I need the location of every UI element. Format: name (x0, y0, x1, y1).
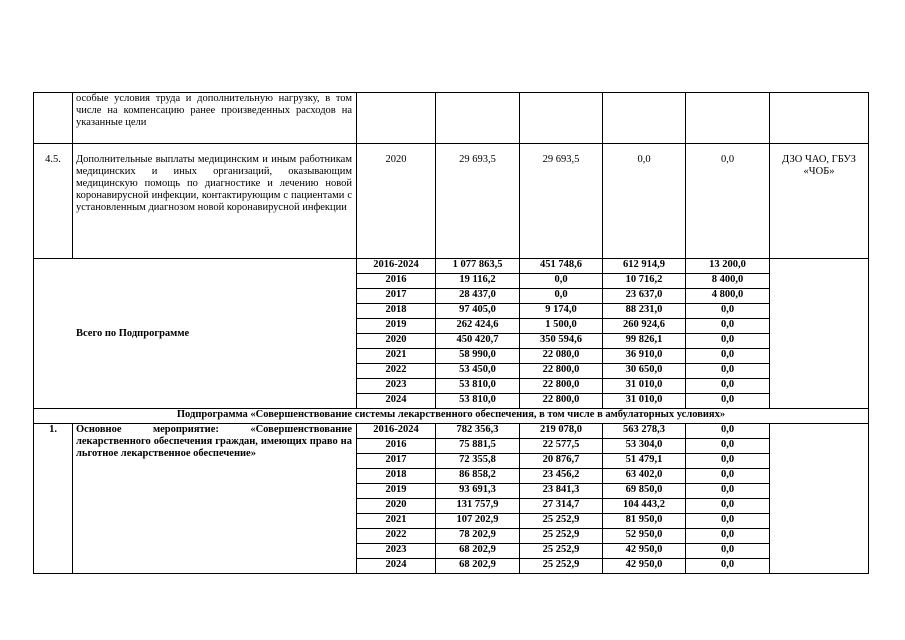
row-regional-budget: 81 950,0 (603, 514, 686, 529)
row-municipal-budget: 0,0 (686, 334, 770, 349)
table-row (34, 259, 869, 274)
row-municipal-budget: 0,0 (686, 144, 770, 259)
row-federal-budget: 23 456,2 (520, 469, 603, 484)
row-year: 2024 (357, 394, 436, 409)
row-regional-budget: 52 950,0 (603, 529, 686, 544)
row-regional-budget: 0,0 (603, 144, 686, 259)
table-row (34, 424, 869, 439)
row-year: 2023 (357, 379, 436, 394)
row-regional-budget: 42 950,0 (603, 559, 686, 574)
row-total: 68 202,9 (436, 559, 520, 574)
row-municipal-budget: 0,0 (686, 424, 770, 439)
row-year: 2016 (357, 439, 436, 454)
row-year: 2019 (357, 319, 436, 334)
row-federal-budget: 9 174,0 (520, 304, 603, 319)
row-federal-budget: 1 500,0 (520, 319, 603, 334)
row-municipal-budget: 0,0 (686, 559, 770, 574)
row-executor (770, 424, 869, 574)
row-total: 58 990,0 (436, 349, 520, 364)
row-federal-budget: 451 748,6 (520, 259, 603, 274)
table-body (34, 93, 869, 574)
row-total: 107 202,9 (436, 514, 520, 529)
row-year: 2016-2024 (357, 259, 436, 274)
row-regional-budget: 36 910,0 (603, 349, 686, 364)
row-total: 131 757,9 (436, 499, 520, 514)
row-total: 93 691,3 (436, 484, 520, 499)
row-regional-budget (603, 93, 686, 144)
row-federal-budget: 22 800,0 (520, 364, 603, 379)
row-federal-budget: 22 577,5 (520, 439, 603, 454)
row-total: 86 858,2 (436, 469, 520, 484)
row-federal-budget: 29 693,5 (520, 144, 603, 259)
row-description: особые условия труда и дополнительную нагрузку, в том числе на компенсацию ранее произведенных расходов на указанные цели (73, 93, 357, 144)
row-municipal-budget (686, 93, 770, 144)
row-year: 2016 (357, 274, 436, 289)
row-total: 450 420,7 (436, 334, 520, 349)
row-year: 2021 (357, 349, 436, 364)
row-total: 72 355,8 (436, 454, 520, 469)
row-number (34, 93, 73, 144)
table-row (34, 144, 869, 259)
row-total: 28 437,0 (436, 289, 520, 304)
row-regional-budget: 42 950,0 (603, 544, 686, 559)
row-year: 2017 (357, 289, 436, 304)
row-number: 4.5. (34, 144, 73, 259)
row-regional-budget: 23 637,0 (603, 289, 686, 304)
row-regional-budget: 31 010,0 (603, 379, 686, 394)
subprogram-total-label: Всего по Подпрограмме (34, 259, 357, 409)
section-header-row (34, 409, 869, 424)
row-total: 53 810,0 (436, 379, 520, 394)
row-year: 2017 (357, 454, 436, 469)
row-municipal-budget: 0,0 (686, 364, 770, 379)
row-total: 78 202,9 (436, 529, 520, 544)
row-regional-budget: 53 304,0 (603, 439, 686, 454)
row-regional-budget: 30 650,0 (603, 364, 686, 379)
row-regional-budget: 69 850,0 (603, 484, 686, 499)
row-total: 1 077 863,5 (436, 259, 520, 274)
row-executor: ДЗО ЧАО, ГБУЗ «ЧОБ» (770, 144, 869, 259)
row-number: 1. (34, 424, 73, 574)
row-total: 53 810,0 (436, 394, 520, 409)
row-municipal-budget: 0,0 (686, 454, 770, 469)
row-year: 2018 (357, 304, 436, 319)
row-total: 68 202,9 (436, 544, 520, 559)
row-regional-budget: 63 402,0 (603, 469, 686, 484)
row-federal-budget: 22 800,0 (520, 394, 603, 409)
row-year: 2016-2024 (357, 424, 436, 439)
row-regional-budget: 88 231,0 (603, 304, 686, 319)
table-row (34, 93, 869, 144)
row-municipal-budget: 0,0 (686, 394, 770, 409)
row-municipal-budget: 0,0 (686, 379, 770, 394)
row-federal-budget: 25 252,9 (520, 529, 603, 544)
row-federal-budget: 25 252,9 (520, 514, 603, 529)
row-municipal-budget: 0,0 (686, 529, 770, 544)
row-federal-budget: 22 080,0 (520, 349, 603, 364)
row-regional-budget: 260 924,6 (603, 319, 686, 334)
row-total: 97 405,0 (436, 304, 520, 319)
row-federal-budget: 27 314,7 (520, 499, 603, 514)
row-municipal-budget: 0,0 (686, 469, 770, 484)
row-regional-budget: 99 826,1 (603, 334, 686, 349)
section-title: Подпрограмма «Совершенствование системы лекарственного обеспечения, в том числе в амбулаторных условиях» (34, 409, 869, 424)
row-executor (770, 93, 869, 144)
row-total: 262 424,6 (436, 319, 520, 334)
row-municipal-budget: 0,0 (686, 499, 770, 514)
row-municipal-budget: 0,0 (686, 544, 770, 559)
row-year: 2021 (357, 514, 436, 529)
row-municipal-budget: 8 400,0 (686, 274, 770, 289)
row-total: 53 450,0 (436, 364, 520, 379)
row-regional-budget: 31 010,0 (603, 394, 686, 409)
row-year: 2019 (357, 484, 436, 499)
row-federal-budget: 0,0 (520, 289, 603, 304)
row-year: 2018 (357, 469, 436, 484)
row-total: 19 116,2 (436, 274, 520, 289)
row-year: 2024 (357, 559, 436, 574)
row-total: 29 693,5 (436, 144, 520, 259)
row-federal-budget: 23 841,3 (520, 484, 603, 499)
row-year: 2022 (357, 529, 436, 544)
row-federal-budget: 0,0 (520, 274, 603, 289)
row-year: 2020 (357, 144, 436, 259)
row-federal-budget: 22 800,0 (520, 379, 603, 394)
row-federal-budget: 350 594,6 (520, 334, 603, 349)
row-description: Дополнительные выплаты медицинским и иным работникам медицинских и иных организаций, оказывающим медицинскую помощь по диагностике и лечению новой коронавирусной инфекции, контактирующим с пациентами с установленным диагнозом новой коронавирусной инфекции (73, 144, 357, 259)
row-federal-budget: 25 252,9 (520, 559, 603, 574)
row-total (436, 93, 520, 144)
row-regional-budget: 563 278,3 (603, 424, 686, 439)
row-description: Основное мероприятие: «Совершенствование лекарственного обеспечения граждан, имеющих право на льготное лекарственное обеспечение» (73, 424, 357, 574)
row-municipal-budget: 0,0 (686, 304, 770, 319)
row-regional-budget: 10 716,2 (603, 274, 686, 289)
row-federal-budget: 25 252,9 (520, 544, 603, 559)
row-regional-budget: 104 443,2 (603, 499, 686, 514)
row-municipal-budget: 0,0 (686, 319, 770, 334)
row-year: 2022 (357, 364, 436, 379)
row-total: 782 356,3 (436, 424, 520, 439)
row-municipal-budget: 13 200,0 (686, 259, 770, 274)
program-finance-table (33, 92, 869, 574)
row-year (357, 93, 436, 144)
row-federal-budget: 20 876,7 (520, 454, 603, 469)
row-municipal-budget: 0,0 (686, 439, 770, 454)
row-municipal-budget: 0,0 (686, 514, 770, 529)
row-total: 75 881,5 (436, 439, 520, 454)
row-municipal-budget: 0,0 (686, 349, 770, 364)
row-regional-budget: 612 914,9 (603, 259, 686, 274)
row-executor (770, 259, 869, 409)
row-year: 2023 (357, 544, 436, 559)
row-year: 2020 (357, 499, 436, 514)
row-federal-budget: 219 078,0 (520, 424, 603, 439)
row-year: 2020 (357, 334, 436, 349)
row-municipal-budget: 4 800,0 (686, 289, 770, 304)
row-regional-budget: 51 479,1 (603, 454, 686, 469)
row-municipal-budget: 0,0 (686, 484, 770, 499)
row-federal-budget (520, 93, 603, 144)
